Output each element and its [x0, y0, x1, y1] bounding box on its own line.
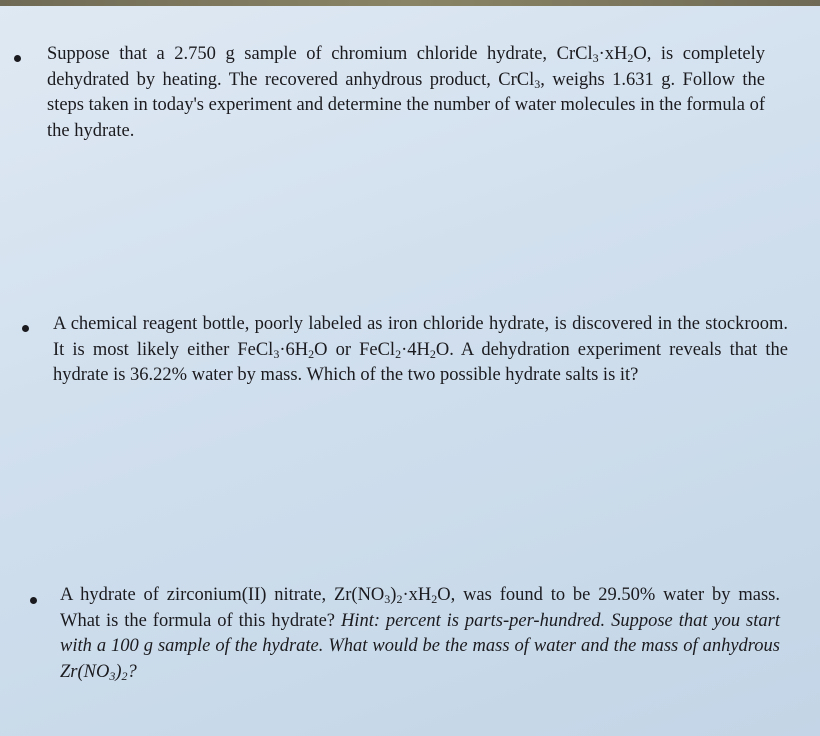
hint-text: Hint: percent is parts-per-hundred. Suppose that you start with a 100 g sample of the hydrate. What would be the mass of water and the mass of anhydrous $Zr(NO_3)_2$? [60, 610, 780, 683]
bullet-icon [14, 55, 21, 62]
question-1-text: Suppose that a 2.750 g sample of chromium chloride hydrate, $CrCl_3\cdot xH_2O$, is completely dehydrated by heating. The recovered anhydrous product, CrCl$_3$, weighs 1.631 g. Follow the steps taken in today's experiment and determine the number of water molecules in the formula of the hydrate. [47, 44, 765, 141]
top-edge-border [0, 0, 820, 6]
question-1 [0, 40, 820, 165]
bullet-icon [22, 325, 29, 332]
bullet-icon [30, 597, 37, 604]
question-2-text: A chemical reagent bottle, poorly labeled as iron chloride hydrate, is discovered in the stockroom. It is most likely either $FeCl_3\cdot 6H_2O$ or $FeCl_2\cdot 4H_2O$. A dehydration experiment reveals that the hydrate is 36.22% water by mass. Which of the two possible hydrate salts is it? [53, 314, 789, 385]
question-3-text: A hydrate of zirconium(II) nitrate, $Zr(NO_3)_2\cdot xH_2O$, was found to be 29.50% water by mass. What is the formula of this hydrate? Hint: percent is parts-per-hundred. Suppose that you start with a 100 g sample of the hydrate. What would be the mass of water and the mass of anhydrous $Zr(NO_3)_2$? [60, 585, 780, 683]
question-3 [0, 583, 820, 693]
question-2 [0, 312, 820, 427]
